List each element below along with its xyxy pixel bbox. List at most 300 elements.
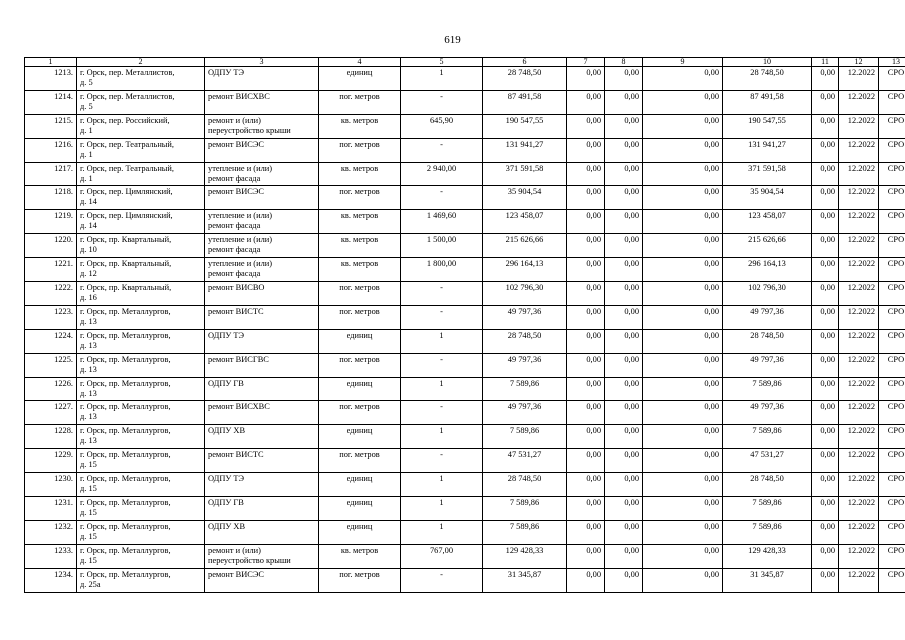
funding-source-cell: СРО <box>879 67 905 91</box>
quantity-cell: 1 <box>401 67 483 91</box>
col7-cell: 0,00 <box>567 329 605 353</box>
address-cell-line: г. Орск, пр. Квартальный, <box>80 259 172 269</box>
table-row <box>25 234 905 258</box>
table-row <box>25 473 905 497</box>
address-cell <box>77 568 205 592</box>
col9-cell: 0,00 <box>643 210 723 234</box>
total-cell: 49 797,36 <box>723 305 812 329</box>
table-row <box>25 67 905 91</box>
period-cell: 12.2022 <box>839 353 879 377</box>
work-type-cell-line: ремонт ВИСТС <box>208 306 264 316</box>
col7-cell: 0,00 <box>567 520 605 544</box>
quantity-cell: - <box>401 90 483 114</box>
col11-cell: 0,00 <box>812 329 839 353</box>
quantity-cell: - <box>401 568 483 592</box>
work-type-cell-line: ремонт и (или) <box>208 545 261 555</box>
work-type-cell-line: ОДПУ ТЭ <box>208 330 245 340</box>
total-cell: 49 797,36 <box>723 353 812 377</box>
quantity-cell: - <box>401 449 483 473</box>
total-cell: 31 345,87 <box>723 568 812 592</box>
col9-cell: 0,00 <box>643 425 723 449</box>
quantity-cell: - <box>401 401 483 425</box>
unit-cell: пог. метров <box>319 138 401 162</box>
address-cell-line: д. 5 <box>80 101 93 111</box>
col7-cell: 0,00 <box>567 282 605 306</box>
period-cell: 12.2022 <box>839 544 879 568</box>
total-cell: 35 904,54 <box>723 186 812 210</box>
table-row <box>25 210 905 234</box>
cost-cell: 35 904,54 <box>483 186 567 210</box>
period-cell: 12.2022 <box>839 305 879 329</box>
address-cell-line: д. 13 <box>80 436 97 446</box>
col9-cell: 0,00 <box>643 186 723 210</box>
col9-cell: 0,00 <box>643 353 723 377</box>
col7-cell: 0,00 <box>567 353 605 377</box>
row-number: 1231. <box>25 497 77 521</box>
cost-cell: 131 941,27 <box>483 138 567 162</box>
address-cell-line: д. 5 <box>80 78 93 87</box>
period-cell: 12.2022 <box>839 377 879 401</box>
col8-cell: 0,00 <box>605 520 643 544</box>
quantity-cell: - <box>401 353 483 377</box>
row-number: 1220. <box>25 234 77 258</box>
cost-cell: 7 589,86 <box>483 520 567 544</box>
col9-cell: 0,00 <box>643 544 723 568</box>
cost-cell: 296 164,13 <box>483 258 567 282</box>
address-cell-line: д. 10 <box>80 245 97 255</box>
col9-cell: 0,00 <box>643 329 723 353</box>
work-type-cell-line: ОДПУ ТЭ <box>208 68 245 77</box>
table-row <box>25 90 905 114</box>
work-type-cell <box>205 138 319 162</box>
col11-cell: 0,00 <box>812 568 839 592</box>
address-cell-line: д. 15 <box>80 460 97 470</box>
cost-cell: 28 748,50 <box>483 67 567 91</box>
col8-cell: 0,00 <box>605 353 643 377</box>
funding-source-cell: СРО <box>879 282 905 306</box>
col8-cell: 0,00 <box>605 162 643 186</box>
address-cell-line: д. 13 <box>80 412 97 422</box>
address-cell-line: г. Орск, пр. Металлургов, <box>80 545 171 555</box>
total-cell: 28 748,50 <box>723 67 812 91</box>
quantity-cell: 1 <box>401 377 483 401</box>
header-row <box>25 58 905 67</box>
unit-cell: единиц <box>319 520 401 544</box>
quantity-cell: 1 800,00 <box>401 258 483 282</box>
col9-cell: 0,00 <box>643 449 723 473</box>
unit-cell: кв. метров <box>319 210 401 234</box>
row-number: 1217. <box>25 162 77 186</box>
period-cell: 12.2022 <box>839 401 879 425</box>
column-header-3: 3 <box>205 58 319 67</box>
col8-cell: 0,00 <box>605 282 643 306</box>
col7-cell: 0,00 <box>567 114 605 138</box>
col11-cell: 0,00 <box>812 282 839 306</box>
address-cell-line: д. 1 <box>80 125 93 135</box>
work-type-cell-line: ОДПУ ГВ <box>208 498 244 508</box>
address-cell-line: д. 15 <box>80 508 97 518</box>
period-cell: 12.2022 <box>839 497 879 521</box>
row-number: 1229. <box>25 449 77 473</box>
work-type-cell <box>205 162 319 186</box>
unit-cell: пог. метров <box>319 282 401 306</box>
col8-cell: 0,00 <box>605 449 643 473</box>
column-header-8: 8 <box>605 58 643 67</box>
address-cell-line: д. 13 <box>80 340 97 350</box>
work-type-cell <box>205 520 319 544</box>
quantity-cell: - <box>401 186 483 210</box>
col9-cell: 0,00 <box>643 497 723 521</box>
address-cell-line: г. Орск, пер. Театральный, <box>80 139 174 149</box>
column-header-6: 6 <box>483 58 567 67</box>
table-row <box>25 449 905 473</box>
funding-source-cell: СРО <box>879 353 905 377</box>
address-cell-line: г. Орск, пер. Цимлянский, <box>80 187 173 197</box>
row-number: 1213. <box>25 67 77 91</box>
table-row <box>25 497 905 521</box>
work-type-cell-line: ремонт фасада <box>208 221 261 231</box>
row-number: 1234. <box>25 568 77 592</box>
col8-cell: 0,00 <box>605 305 643 329</box>
cost-cell: 7 589,86 <box>483 377 567 401</box>
total-cell: 190 547,55 <box>723 114 812 138</box>
col8-cell: 0,00 <box>605 138 643 162</box>
col8-cell: 0,00 <box>605 568 643 592</box>
col9-cell: 0,00 <box>643 67 723 91</box>
address-cell-line: д. 25а <box>80 579 101 589</box>
address-cell <box>77 282 205 306</box>
cost-cell: 7 589,86 <box>483 497 567 521</box>
col9-cell: 0,00 <box>643 473 723 497</box>
total-cell: 371 591,58 <box>723 162 812 186</box>
address-cell-line: д. 13 <box>80 364 97 374</box>
work-type-cell <box>205 425 319 449</box>
unit-cell: кв. метров <box>319 114 401 138</box>
work-type-cell-line: утепление и (или) <box>208 163 273 173</box>
funding-source-cell: СРО <box>879 544 905 568</box>
quantity-cell: 645,90 <box>401 114 483 138</box>
column-header-5: 5 <box>401 58 483 67</box>
address-cell <box>77 353 205 377</box>
work-type-cell-line: ремонт ВИСЭС <box>208 187 264 197</box>
work-type-cell <box>205 377 319 401</box>
work-type-cell <box>205 90 319 114</box>
cost-cell: 215 626,66 <box>483 234 567 258</box>
col9-cell: 0,00 <box>643 258 723 282</box>
total-cell: 7 589,86 <box>723 497 812 521</box>
address-cell-line: д. 15 <box>80 555 97 565</box>
total-cell: 49 797,36 <box>723 401 812 425</box>
unit-cell: кв. метров <box>319 544 401 568</box>
cost-cell: 7 589,86 <box>483 425 567 449</box>
total-cell: 28 748,50 <box>723 473 812 497</box>
period-cell: 12.2022 <box>839 520 879 544</box>
address-cell <box>77 449 205 473</box>
period-cell: 12.2022 <box>839 67 879 91</box>
col11-cell: 0,00 <box>812 544 839 568</box>
work-type-cell <box>205 497 319 521</box>
cost-cell: 102 796,30 <box>483 282 567 306</box>
cost-cell: 49 797,36 <box>483 353 567 377</box>
work-type-cell <box>205 258 319 282</box>
col8-cell: 0,00 <box>605 401 643 425</box>
col11-cell: 0,00 <box>812 67 839 91</box>
total-cell: 28 748,50 <box>723 329 812 353</box>
address-cell <box>77 234 205 258</box>
unit-cell: пог. метров <box>319 449 401 473</box>
work-type-cell <box>205 473 319 497</box>
col11-cell: 0,00 <box>812 425 839 449</box>
row-number: 1222. <box>25 282 77 306</box>
address-cell-line: г. Орск, пр. Металлургов, <box>80 569 171 579</box>
col11-cell: 0,00 <box>812 186 839 210</box>
address-cell-line: г. Орск, пер. Металлистов, <box>80 68 175 77</box>
address-cell-line: г. Орск, пр. Металлургов, <box>80 450 171 460</box>
col11-cell: 0,00 <box>812 401 839 425</box>
unit-cell: пог. метров <box>319 90 401 114</box>
col7-cell: 0,00 <box>567 425 605 449</box>
quantity-cell: 1 <box>401 497 483 521</box>
table-row <box>25 377 905 401</box>
total-cell: 87 491,58 <box>723 90 812 114</box>
column-header-2: 2 <box>77 58 205 67</box>
col11-cell: 0,00 <box>812 377 839 401</box>
col11-cell: 0,00 <box>812 138 839 162</box>
col8-cell: 0,00 <box>605 473 643 497</box>
col9-cell: 0,00 <box>643 234 723 258</box>
table-row <box>25 329 905 353</box>
col11-cell: 0,00 <box>812 210 839 234</box>
work-type-cell-line: ремонт ВИСХВС <box>208 402 270 412</box>
total-cell: 131 941,27 <box>723 138 812 162</box>
col11-cell: 0,00 <box>812 114 839 138</box>
col7-cell: 0,00 <box>567 162 605 186</box>
row-number: 1233. <box>25 544 77 568</box>
work-type-cell-line: ремонт фасада <box>208 173 261 183</box>
work-type-cell-line: ремонт ВИСЭС <box>208 569 264 579</box>
col8-cell: 0,00 <box>605 186 643 210</box>
work-type-cell-line: ремонт ВИСТС <box>208 450 264 460</box>
col8-cell: 0,00 <box>605 497 643 521</box>
col7-cell: 0,00 <box>567 67 605 91</box>
address-cell-line: д. 15 <box>80 531 97 541</box>
address-cell <box>77 90 205 114</box>
col7-cell: 0,00 <box>567 449 605 473</box>
table-row <box>25 520 905 544</box>
address-cell <box>77 210 205 234</box>
work-type-cell <box>205 114 319 138</box>
work-type-cell-line: ОДПУ ГВ <box>208 378 244 388</box>
work-type-cell <box>205 67 319 91</box>
address-cell-line: д. 15 <box>80 484 97 494</box>
work-type-cell <box>205 186 319 210</box>
col9-cell: 0,00 <box>643 568 723 592</box>
quantity-cell: 1 <box>401 329 483 353</box>
unit-cell: единиц <box>319 425 401 449</box>
cost-cell: 28 748,50 <box>483 473 567 497</box>
funding-source-cell: СРО <box>879 90 905 114</box>
row-number: 1221. <box>25 258 77 282</box>
col8-cell: 0,00 <box>605 234 643 258</box>
funding-source-cell: СРО <box>879 329 905 353</box>
col7-cell: 0,00 <box>567 234 605 258</box>
col7-cell: 0,00 <box>567 377 605 401</box>
column-header-1: 1 <box>25 58 77 67</box>
address-cell-line: г. Орск, пр. Квартальный, <box>80 235 172 245</box>
period-cell: 12.2022 <box>839 234 879 258</box>
unit-cell: кв. метров <box>319 258 401 282</box>
table-row <box>25 114 905 138</box>
unit-cell: кв. метров <box>319 234 401 258</box>
funding-source-cell: СРО <box>879 162 905 186</box>
work-type-cell-line: переустройство крыши <box>208 125 291 135</box>
funding-source-cell: СРО <box>879 186 905 210</box>
work-type-cell <box>205 401 319 425</box>
quantity-cell: 767,00 <box>401 544 483 568</box>
funding-source-cell: СРО <box>879 568 905 592</box>
row-number: 1216. <box>25 138 77 162</box>
work-type-cell-line: утепление и (или) <box>208 259 273 269</box>
row-number: 1232. <box>25 520 77 544</box>
work-type-cell-line: ремонт и (или) <box>208 115 261 125</box>
cost-cell: 190 547,55 <box>483 114 567 138</box>
total-cell: 102 796,30 <box>723 282 812 306</box>
address-cell-line: г. Орск, пер. Цимлянский, <box>80 211 173 221</box>
column-header-12: 12 <box>839 58 879 67</box>
period-cell: 12.2022 <box>839 210 879 234</box>
total-cell: 215 626,66 <box>723 234 812 258</box>
work-type-cell <box>205 449 319 473</box>
work-type-cell-line: ремонт ВИСВО <box>208 283 265 293</box>
address-cell-line: г. Орск, пр. Металлургов, <box>80 474 171 484</box>
col8-cell: 0,00 <box>605 90 643 114</box>
col7-cell: 0,00 <box>567 305 605 329</box>
period-cell: 12.2022 <box>839 425 879 449</box>
work-type-cell-line: ремонт фасада <box>208 245 261 255</box>
period-cell: 12.2022 <box>839 138 879 162</box>
work-type-cell-line: утепление и (или) <box>208 211 273 221</box>
unit-cell: пог. метров <box>319 353 401 377</box>
col7-cell: 0,00 <box>567 544 605 568</box>
period-cell: 12.2022 <box>839 329 879 353</box>
quantity-cell: - <box>401 305 483 329</box>
work-type-cell-line: ОДПУ ХВ <box>208 426 246 436</box>
address-cell-line: г. Орск, пр. Квартальный, <box>80 283 172 293</box>
col9-cell: 0,00 <box>643 138 723 162</box>
column-header-13: 13 <box>879 58 905 67</box>
table-row <box>25 186 905 210</box>
period-cell: 12.2022 <box>839 186 879 210</box>
address-cell-line: г. Орск, пр. Металлургов, <box>80 402 171 412</box>
funding-source-cell: СРО <box>879 114 905 138</box>
quantity-cell: 1 <box>401 425 483 449</box>
work-type-cell <box>205 210 319 234</box>
total-cell: 7 589,86 <box>723 520 812 544</box>
address-cell-line: г. Орск, пр. Металлургов, <box>80 306 171 316</box>
unit-cell: пог. метров <box>319 401 401 425</box>
cost-cell: 49 797,36 <box>483 305 567 329</box>
funding-source-cell: СРО <box>879 401 905 425</box>
table-row <box>25 258 905 282</box>
address-cell-line: г. Орск, пер. Российский, <box>80 115 170 125</box>
row-number: 1218. <box>25 186 77 210</box>
col8-cell: 0,00 <box>605 210 643 234</box>
address-cell-line: г. Орск, пр. Металлургов, <box>80 354 171 364</box>
quantity-cell: - <box>401 282 483 306</box>
col7-cell: 0,00 <box>567 138 605 162</box>
work-type-cell <box>205 234 319 258</box>
table-row <box>25 353 905 377</box>
table-row <box>25 544 905 568</box>
address-cell <box>77 305 205 329</box>
work-type-cell-line: ремонт ВИСХВС <box>208 91 270 101</box>
page-number: 619 <box>444 34 461 46</box>
period-cell: 12.2022 <box>839 258 879 282</box>
address-cell <box>77 425 205 449</box>
col11-cell: 0,00 <box>812 258 839 282</box>
unit-cell: единиц <box>319 497 401 521</box>
address-cell <box>77 67 205 91</box>
col11-cell: 0,00 <box>812 497 839 521</box>
col11-cell: 0,00 <box>812 449 839 473</box>
work-type-cell <box>205 568 319 592</box>
address-cell-line: д. 1 <box>80 173 93 183</box>
quantity-cell: 1 500,00 <box>401 234 483 258</box>
address-cell <box>77 186 205 210</box>
cost-cell: 123 458,07 <box>483 210 567 234</box>
col9-cell: 0,00 <box>643 282 723 306</box>
cost-cell: 129 428,33 <box>483 544 567 568</box>
address-cell-line: г. Орск, пр. Металлургов, <box>80 378 171 388</box>
funding-source-cell: СРО <box>879 377 905 401</box>
address-cell-line: г. Орск, пер. Металлистов, <box>80 91 175 101</box>
unit-cell: единиц <box>319 67 401 91</box>
cost-cell: 371 591,58 <box>483 162 567 186</box>
period-cell: 12.2022 <box>839 568 879 592</box>
work-type-cell <box>205 544 319 568</box>
quantity-cell: - <box>401 138 483 162</box>
col8-cell: 0,00 <box>605 329 643 353</box>
row-number: 1215. <box>25 114 77 138</box>
work-type-cell <box>205 305 319 329</box>
address-cell-line: г. Орск, пр. Металлургов, <box>80 426 171 436</box>
address-cell <box>77 329 205 353</box>
col7-cell: 0,00 <box>567 258 605 282</box>
row-number: 1214. <box>25 90 77 114</box>
work-type-cell-line: переустройство крыши <box>208 555 291 565</box>
col7-cell: 0,00 <box>567 401 605 425</box>
table-row <box>25 162 905 186</box>
funding-source-cell: СРО <box>879 210 905 234</box>
period-cell: 12.2022 <box>839 449 879 473</box>
address-cell-line: д. 16 <box>80 293 97 303</box>
col11-cell: 0,00 <box>812 473 839 497</box>
col7-cell: 0,00 <box>567 497 605 521</box>
address-cell <box>77 377 205 401</box>
col7-cell: 0,00 <box>567 90 605 114</box>
quantity-cell: 1 <box>401 473 483 497</box>
col9-cell: 0,00 <box>643 305 723 329</box>
address-cell <box>77 520 205 544</box>
col7-cell: 0,00 <box>567 186 605 210</box>
row-number: 1224. <box>25 329 77 353</box>
col9-cell: 0,00 <box>643 520 723 544</box>
table-row <box>25 138 905 162</box>
address-cell-line: г. Орск, пер. Театральный, <box>80 163 174 173</box>
capital-repair-table <box>24 57 905 593</box>
row-number: 1230. <box>25 473 77 497</box>
address-cell <box>77 162 205 186</box>
